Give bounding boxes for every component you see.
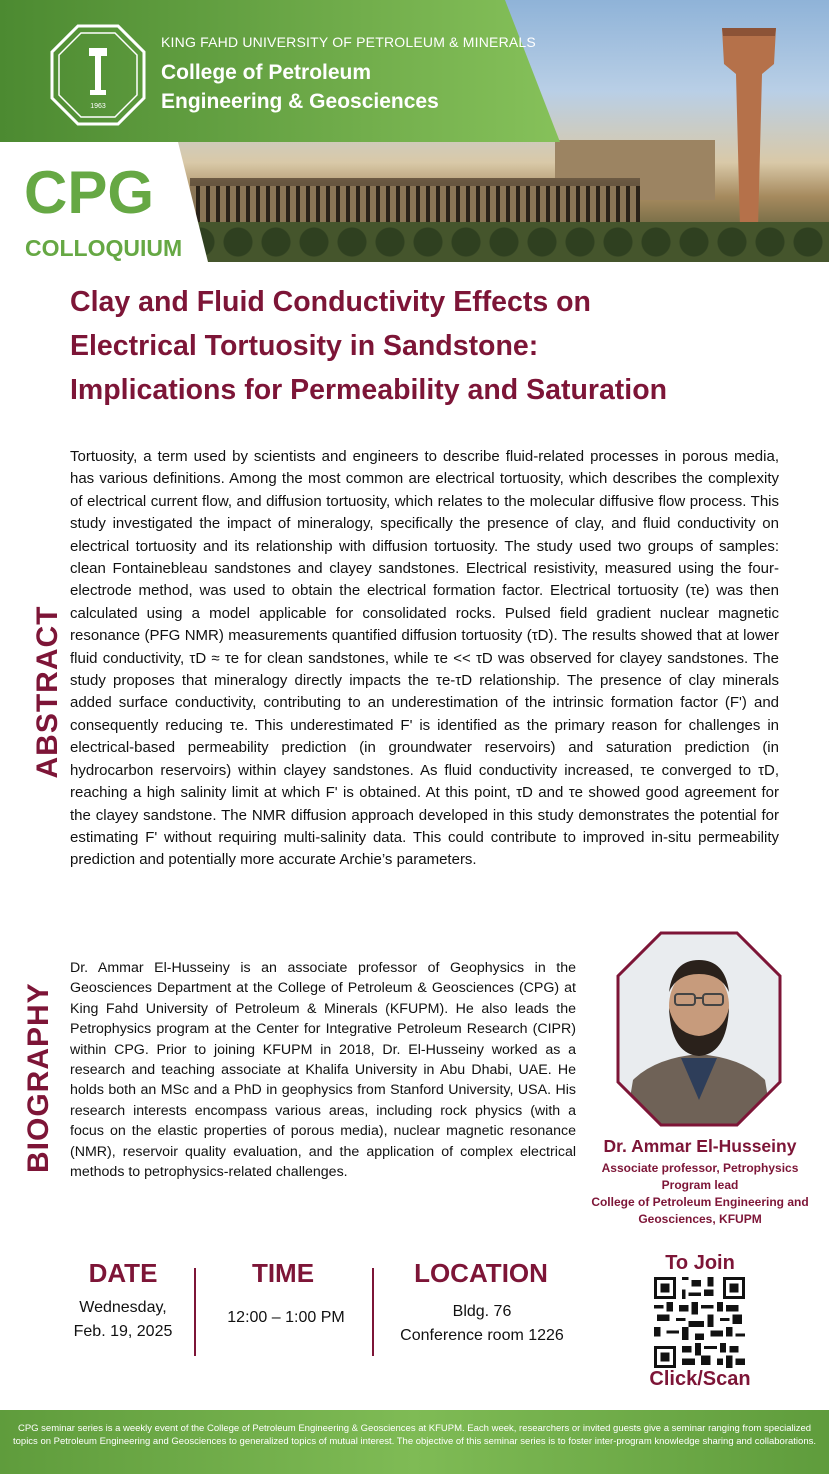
location-line1: Bldg. 76 <box>452 1303 512 1320</box>
location-label: LOCATION <box>414 1258 548 1288</box>
divider <box>372 1268 374 1356</box>
series-short: CPG <box>24 159 155 226</box>
logo-year: 1963 <box>90 103 106 110</box>
talk-title-line2: Electrical Tortuosity in Sandstone: <box>70 330 539 362</box>
date-line1: Wednesday, <box>79 1299 167 1316</box>
college-name-line1: College of Petroleum <box>161 61 372 84</box>
speaker-name: Dr. Ammar El-Husseiny <box>603 1136 797 1156</box>
footer-text: CPG seminar series is a weekly event of the College of Petroleum Engineering & Geosciences at KFUPM. Each week, researchers or invited guests give a seminar ranging from specialized topics on Petroleum Engineering and Geosciences to generalized topics of mutual interest. The objective of this seminar series is to foster inter-program knowledge sharing and collaborations. <box>12 1423 816 1447</box>
speaker-portrait <box>615 930 783 1128</box>
college-name <box>161 58 521 116</box>
kfupm-logo <box>50 24 146 126</box>
biography-text: Dr. Ammar El-Husseiny is an associate professor of Geophysics in the Geosciences Department at the College of Petroleum & Geosciences (CPG) at King Fahd University of Petroleum & Minerals (KFUPM). He also leads the Petrophysics program at the Center for Integrative Petroleum Research (CIPR) within CPG. Prior to joining KFUPM in 2018, Dr. El-Husseiny worked as a research and teaching associate at Khalifa University in Abu Dhabi, UAE. He holds both an MSc and a PhD in geophysics from Stanford University, USA. His research interests encompass various areas, including rock physics (with a focus on the elastic properties of porous media), nuclear magnetic resonance (NMR), reservoir quality evaluation, and the application of complex electrical methods to petrophysics-related challenges. <box>70 960 576 1181</box>
location-value <box>382 1300 582 1348</box>
qr-code-icon[interactable] <box>651 1277 748 1368</box>
speaker-role-line2: Program lead <box>661 1178 739 1192</box>
university-name: KING FAHD UNIVERSITY OF PETROLEUM & MINERALS <box>161 34 536 50</box>
speaker-role-line3: College of Petroleum Engineering and <box>591 1195 809 1209</box>
date-value <box>55 1296 191 1344</box>
biography-label: BIOGRAPHY <box>22 982 55 1173</box>
date-line2: Feb. 19, 2025 <box>73 1323 173 1340</box>
speaker-role <box>580 1160 820 1228</box>
talk-title-line1: Clay and Fluid Conductivity Effects on <box>70 286 591 318</box>
location-line2: Conference room 1226 <box>400 1327 564 1344</box>
scan-label: Click/Scan <box>649 1368 751 1390</box>
date-label: DATE <box>88 1258 158 1288</box>
speaker-role-line4: Geosciences, KFUPM <box>638 1212 762 1226</box>
talk-title-line3: Implications for Permeability and Saturation <box>70 374 668 406</box>
time-value: 12:00 – 1:00 PM <box>227 1309 345 1326</box>
series-name: COLLOQUIUM <box>25 235 183 261</box>
divider <box>194 1268 196 1356</box>
college-name-line2: Engineering & Geosciences <box>161 90 439 113</box>
join-label: To Join <box>665 1252 735 1274</box>
abstract-label: ABSTRACT <box>31 605 64 779</box>
talk-title <box>70 280 790 412</box>
speaker-role-line1: Associate professor, Petrophysics <box>601 1161 799 1175</box>
time-label: TIME <box>251 1258 315 1288</box>
abstract-text: Tortuosity, a term used by scientists and engineers to describe fluid-related processes in porous media, has various definitions. Among the most common are electrical tortuosity, which describes the complexity of electrical current flow, and diffusion tortuosity, which relates to the molecular diffusive flow process. This study investigated the impact of mineralogy, specifically the presence of clay, and fluid conductivity on electrical tortuosity and its relationship with diffusion tortuosity. The study used two groups of samples: clean Fontainebleau sandstones and clayey sandstones. Electrical resistivity, measured using the four-electrode method, was used to obtain the electrical formation factor. Electrical tortuosity (τe) was then calculated using a model applicable for consolidated rocks. Pulsed field gradient nuclear magnetic resonance (PFG NMR) measurements quantified diffusion tortuosity (τD). The results showed that at lower fluid conductivity, τD ≈ τe for clean sandstones, while τe << τD was observed for clayey sandstones. The study proposes that mineralogy directly impacts the τe-τD relationship. The presence of clay minerals added surface conductivity, contributing to an underestimation of the intrinsic formation factor (F') and consequently reducing τe. This underestimated F' is identified as the primary reason for challenges in electrical-based permeability prediction (in groundwater reservoirs) and saturation prediction (in hydrocarbon reservoirs) within clayey sandstones. As fluid conductivity increased, τe converged to τD, reaching a high salinity limit at which F' is obtained. At this point, τD and τe showed good agreement for the clayey sandstone. The NMR diffusion approach developed in this study demonstrates the potential for estimating F' without requiring multi-salinity data. This could contribute to improved in-situ permeability prediction and potentially more accurate Archie’s parameters. <box>70 448 779 869</box>
